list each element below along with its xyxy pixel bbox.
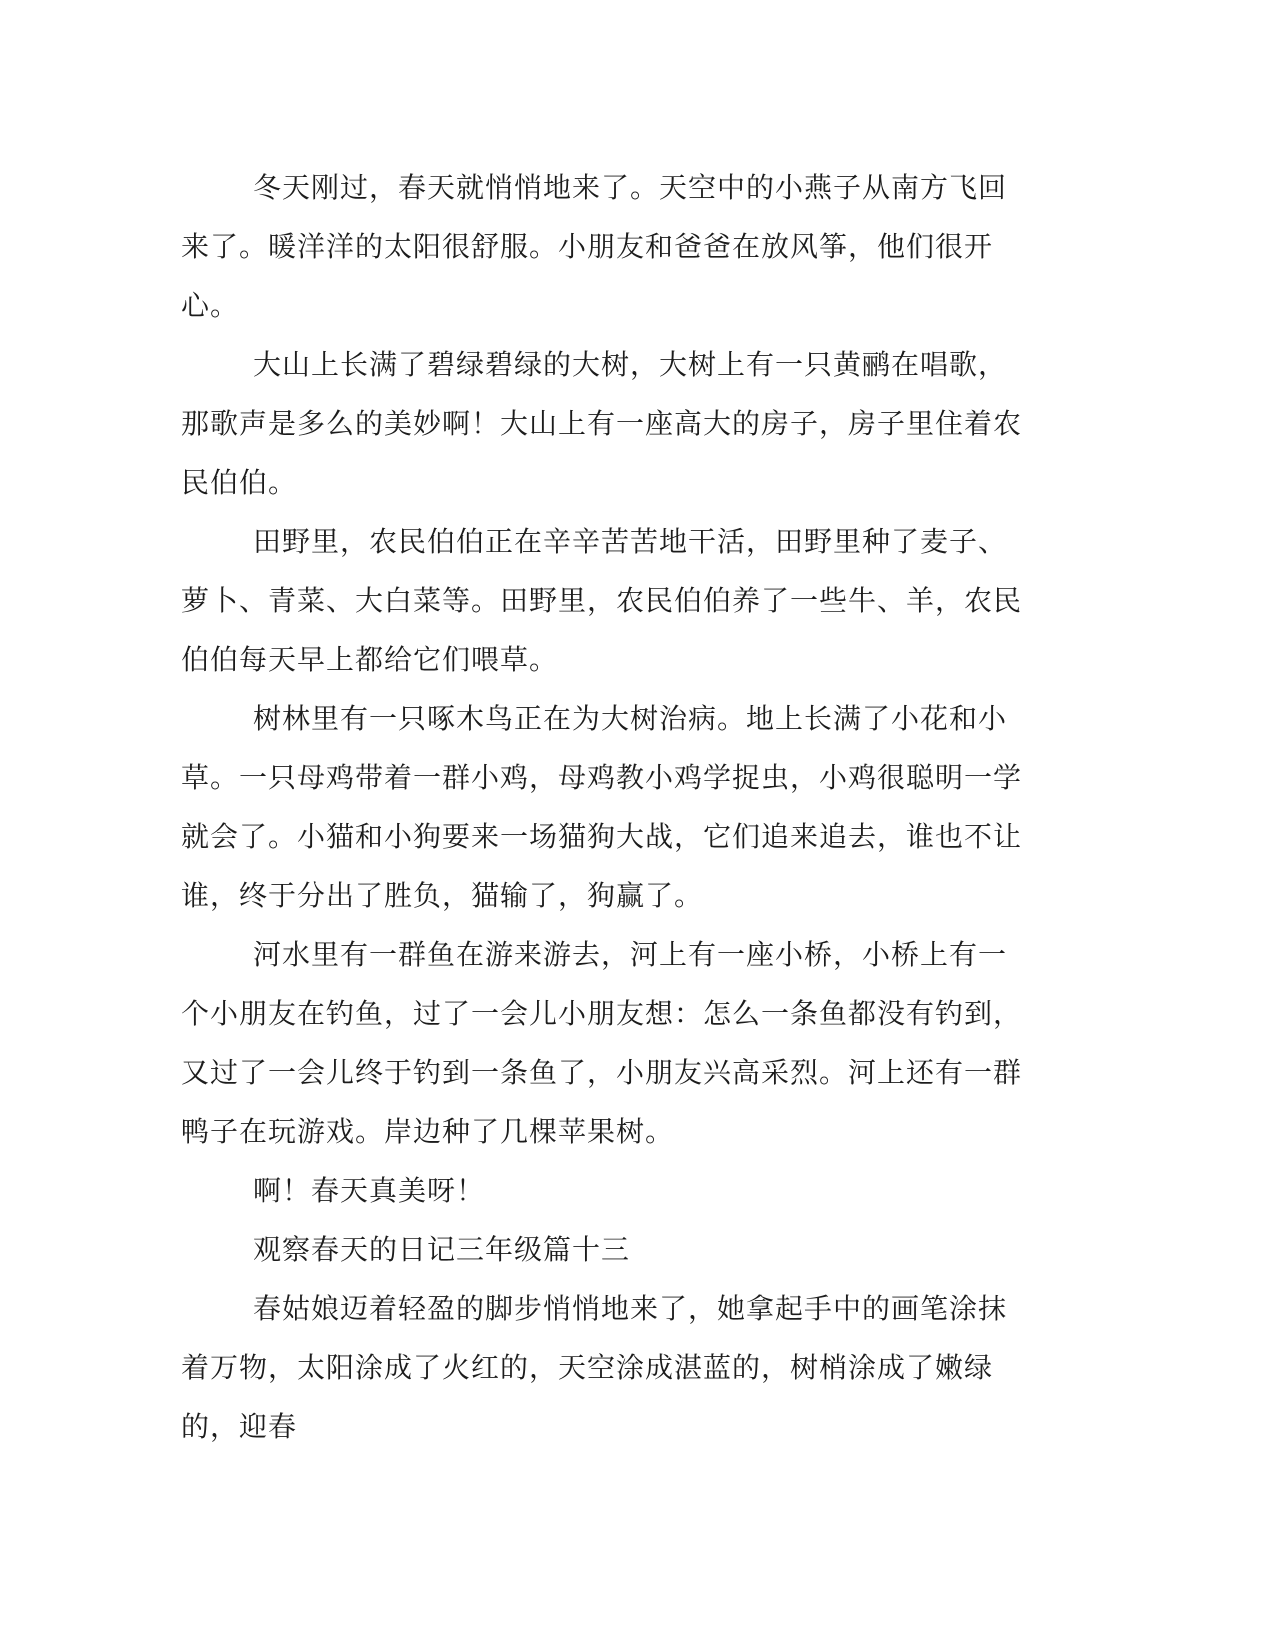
paragraph-exclamation: 啊！春天真美呀！ bbox=[253, 1174, 486, 1207]
paragraph-fields: 田野里，农民伯伯正在辛辛苦苦地干活，田野里种了麦子、萝卜、青菜、大白菜等。田野里，农民伯伯养了一些牛、羊，农民伯伯每天早上都给它们喂草。 bbox=[181, 525, 1023, 676]
paragraph-spring-girl: 春姑娘迈着轻盈的脚步悄悄地来了，她拿起手中的画笔涂抹着万物，太阳涂成了火红的，天空涂成湛蓝的，树梢涂成了嫩绿的，迎春 bbox=[181, 1292, 1008, 1443]
paragraph-river: 河水里有一群鱼在游来游去，河上有一座小桥，小桥上有一个小朋友在钓鱼，过了一会儿小朋友想：怎么一条鱼都没有钓到，又过了一会儿终于钓到一条鱼了，小朋友兴高采烈。河上还有一群鸭子在玩游戏。岸边种了几棵苹果树。 bbox=[181, 938, 1023, 1148]
paragraph-spring-arrival: 冬天刚过，春天就悄悄地来了。天空中的小燕子从南方飞回来了。暖洋洋的太阳很舒服。小朋友和爸爸在放风筝，他们很开心。 bbox=[181, 171, 1008, 322]
paragraph-forest: 树林里有一只啄木鸟正在为大树治病。地上长满了小花和小草。一只母鸡带着一群小鸡，母鸡教小鸡学捉虫，小鸡很聪明一学就会了。小猫和小狗要来一场猫狗大战，它们追来追去，谁也不让谁，终于分出了胜负，猫输了，狗赢了。 bbox=[181, 702, 1023, 912]
paragraph-mountain: 大山上长满了碧绿碧绿的大树，大树上有一只黄鹂在唱歌，那歌声是多么的美妙啊！大山上有一座高大的房子，房子里住着农民伯伯。 bbox=[181, 348, 1023, 499]
document-body bbox=[181, 158, 1031, 1456]
section-title: 观察春天的日记三年级篇十三 bbox=[253, 1233, 631, 1266]
